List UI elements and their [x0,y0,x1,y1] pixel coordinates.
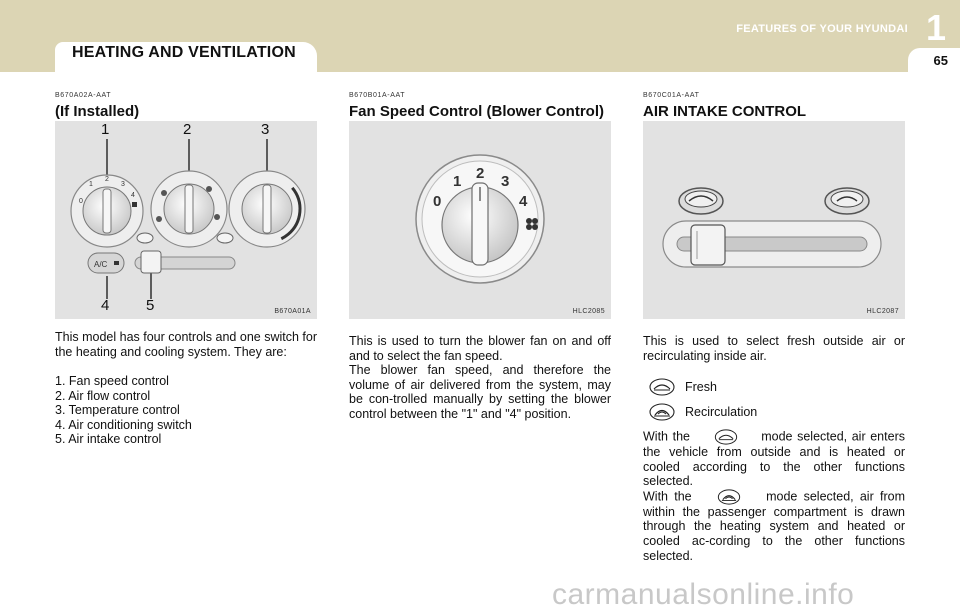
chapter-number: 1 [925,7,946,48]
callout-4: 4 [101,297,110,314]
air-intake-figure [643,121,905,319]
fan-speed-figure [349,121,611,319]
intro-paragraph: This model has four controls and one switch for the heating and cooling system. They are: [55,330,317,359]
list-item: 4. Air conditioning switch [55,417,192,432]
figure-code: HLC2087 [866,308,899,315]
recirc-mode-text-start: With the [643,489,692,504]
svg-text:0: 0 [79,198,83,205]
svg-text:1: 1 [89,181,93,188]
section-heading: Fan Speed Control (Blower Control) [349,103,604,120]
air-intake-description [643,429,905,563]
column-fan-speed [349,92,611,120]
callout-5: 5 [146,297,155,314]
fresh-mode-text-end: mode selected, air enters the vehicle from outside and is heated or cooled according to the other functions selected. [643,429,905,489]
section-code: B670C01A-AAT [643,92,700,99]
list-item: 2. Air flow control [55,388,151,403]
column-air-intake [643,92,905,120]
recirculation-label: Recirculation [685,404,758,419]
section-code: B670B01A-AAT [349,92,406,99]
ac-button-label: A/C [94,260,108,269]
figure-code: HLC2085 [572,308,605,315]
dial-number-1: 1 [453,173,462,190]
list-item: 5. Air intake control [55,432,162,447]
page-number: 65 [933,53,948,68]
watermark: carmanualsonline.info [552,578,855,611]
fan-speed-dial-illustration [349,121,611,319]
chapter-label: FEATURES OF YOUR HYUNDAI [736,23,908,35]
section-heading: AIR INTAKE CONTROL [643,103,807,120]
svg-text:2: 2 [105,176,109,183]
list-item: 3. Temperature control [55,403,180,418]
callout-2: 2 [183,121,192,138]
recirculation-icon [716,489,742,505]
recirc-mode-text-end: mode selected, air from within the passenger compartment is drawn through the heating system and heated or cooled ac-cording to the other functions selected. [643,489,905,563]
air-intake-intro: This is used to select fresh outside air or recirculating inside air. [643,334,905,363]
fan-speed-paragraph: This is used to turn the blower fan on and off and to select the fan speed. The blower fan speed, and therefore the volume of air delivered from the system, may be con-trolled manually by setting the blower control between the "1" and "4" position. [349,334,611,421]
controls-list [55,374,317,447]
section-heading: (If Installed) [55,103,140,120]
fresh-label: Fresh [685,379,717,394]
dial-number-4: 4 [519,193,528,210]
fresh-mode-row [649,378,905,396]
fresh-air-icon [713,429,739,445]
column-intro [55,92,317,120]
air-intake-control-illustration [643,121,905,319]
svg-text:4: 4 [131,192,135,199]
mode-legend [643,371,905,421]
dial-number-3: 3 [501,173,510,190]
dial-number-0: 0 [433,193,442,210]
section-code: B670A02A-AAT [55,92,112,99]
callout-1: 1 [101,121,110,138]
control-panel-figure [55,121,317,319]
svg-text:3: 3 [121,181,125,188]
dial-number-2: 2 [476,165,485,182]
recirculation-icon [649,403,675,421]
recirculation-mode-row [649,403,905,421]
figure-code: B670A01A [274,308,311,315]
fresh-mode-text-start: With the [643,429,690,444]
list-item: 1. Fan speed control [55,374,169,388]
callout-3: 3 [261,121,270,138]
section-title: HEATING AND VENTILATION [72,44,296,61]
fresh-air-icon [649,378,675,396]
control-panel-illustration [55,121,317,319]
